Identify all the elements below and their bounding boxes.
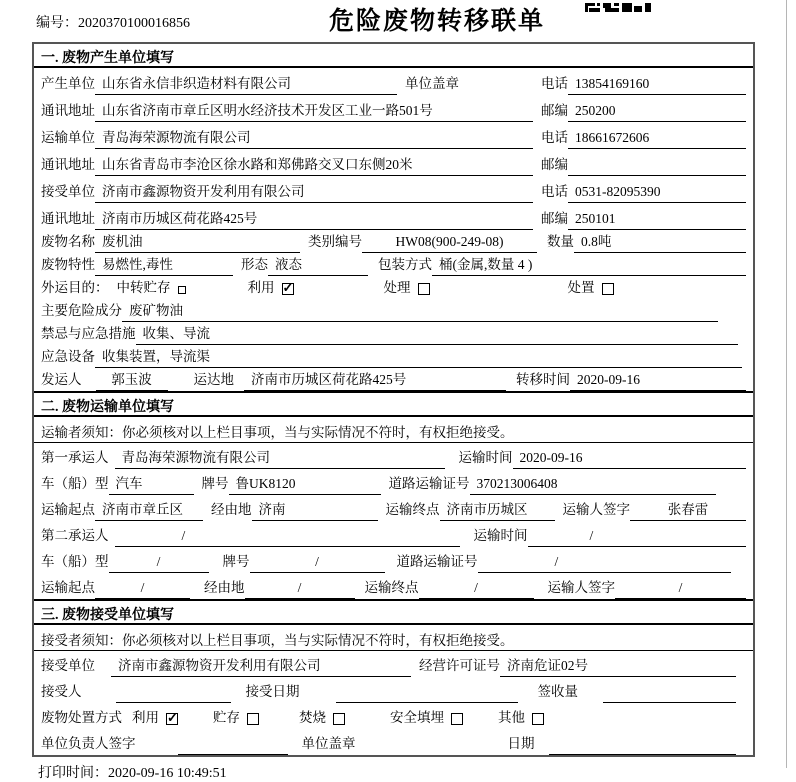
emergency-equipment-value: 收集装置，导流渠	[95, 345, 742, 368]
road-license2-value: /	[478, 554, 732, 573]
transport-time2-value: /	[528, 528, 747, 547]
carrier-sign-label: 运输人签字	[547, 580, 615, 595]
hazard-component-value: 废矿物油	[122, 299, 718, 322]
document-number-value: 2020370100016856	[78, 16, 190, 31]
unit-seal-label: 单位盖章	[405, 76, 459, 91]
date-value	[549, 752, 737, 755]
waste-character-label: 废物特性	[41, 257, 95, 272]
section-receiver-title: 三. 废物接受单位填写	[34, 601, 753, 625]
shipper-value: 郭玉波	[96, 368, 168, 391]
signed-qty-value	[603, 700, 736, 703]
transporter-zip-value	[568, 173, 746, 176]
hazard-component-label: 主要危险成分	[41, 303, 122, 318]
qr-code-fragment-icon	[585, 0, 651, 16]
form-row	[34, 149, 753, 176]
receiver-phone-value: 0531-82095390	[568, 184, 746, 203]
checkbox-other	[532, 713, 544, 725]
permit-number-value: 济南危证02号	[500, 654, 736, 677]
form-row	[34, 276, 753, 299]
route-via-label: 经由地	[204, 580, 245, 595]
date-label: 日期	[507, 736, 535, 751]
vehicle-type-value: 汽车	[109, 472, 194, 495]
zip-label: 邮编	[541, 103, 568, 118]
road-license-label: 道路运输证号	[396, 554, 478, 569]
document-number-label: 编号：	[36, 16, 78, 31]
print-time: 打印时间：2020-09-16 10:49:51	[38, 766, 227, 781]
route-origin-label: 运输起点	[41, 580, 95, 595]
checkbox-recycle	[282, 283, 294, 295]
producer-address-value: 山东省济南市章丘区明水经济技术开发区工业一路501号	[95, 99, 533, 122]
section-producer	[34, 44, 753, 391]
road-license-value: 370213006408	[470, 476, 717, 495]
purpose-label: 外运目的：	[41, 280, 109, 295]
form-row	[34, 573, 753, 599]
checkbox-transfer-storage	[178, 286, 186, 294]
route-end-label: 运输终点	[385, 502, 440, 517]
receiver-unit-label: 接受单位	[41, 184, 95, 199]
accept-unit-value: 济南市鑫源物资开发利用有限公司	[111, 654, 411, 677]
option-utilize-label: 利用	[132, 710, 159, 725]
phone-label: 电话	[541, 76, 568, 91]
form-row	[34, 253, 753, 276]
receiver-unit-value: 济南市鑫源物资开发利用有限公司	[95, 180, 533, 203]
transporter-unit-value: 青岛海荣源物流有限公司	[95, 126, 533, 149]
form-row	[34, 322, 753, 345]
form-row	[34, 299, 753, 322]
form-row	[34, 122, 753, 149]
form-row	[34, 176, 753, 203]
option-transfer-storage-label: 中转贮存	[116, 280, 171, 295]
waste-name-label: 废物名称	[41, 234, 95, 249]
transporter-address-value: 山东省青岛市李沧区徐水路和郑佛路交叉口东侧20米	[95, 153, 533, 176]
phone-label: 电话	[541, 184, 568, 199]
option-recycle-label: 利用	[247, 280, 275, 295]
unit-seal-label: 单位盖章	[301, 736, 356, 751]
vehicle-type-label: 车（船）型	[41, 476, 109, 491]
destination-label: 运达地	[193, 372, 234, 387]
checkbox-store	[247, 713, 259, 725]
acceptor-value	[116, 700, 231, 703]
section-transporter	[34, 391, 753, 599]
form-row	[34, 95, 753, 122]
checkbox-landfill	[451, 713, 463, 725]
second-carrier-label: 第二承运人	[41, 528, 109, 543]
emergency-equipment-label: 应急设备	[41, 349, 95, 364]
route-origin-label: 运输起点	[41, 502, 95, 517]
form-row	[34, 469, 753, 495]
destination-value: 济南市历城区荷花路425号	[244, 368, 506, 391]
emergency-measures-label: 禁忌与应急措施	[41, 326, 136, 341]
category-code-label: 类别编号	[308, 234, 362, 249]
form-row	[34, 68, 753, 95]
transfer-form-table	[32, 42, 755, 757]
option-store-label: 贮存	[213, 710, 240, 725]
option-other-label: 其他	[498, 710, 525, 725]
section-receiver	[34, 599, 753, 755]
accept-unit-label: 接受单位	[41, 658, 95, 673]
vehicle-type-label: 车（船）型	[41, 554, 109, 569]
waste-name-value: 废机油	[95, 230, 300, 253]
transporter-unit-label: 运输单位	[41, 130, 95, 145]
route-end2-value: /	[419, 580, 534, 599]
route-via2-value: /	[245, 580, 355, 599]
route-via-value: 济南	[252, 498, 378, 521]
transfer-time-value: 2020-09-16	[570, 372, 746, 391]
producer-unit-value: 山东省永信非织造材料有限公司	[95, 72, 397, 95]
plate-value: 鲁UK8120	[229, 472, 381, 495]
route-origin2-value: /	[95, 580, 190, 599]
option-landfill-label: 安全填埋	[390, 710, 444, 725]
receiver-address-value: 济南市历城区荷花路425号	[95, 207, 533, 230]
address-label: 通讯地址	[41, 211, 95, 226]
accept-date-label: 接受日期	[245, 684, 300, 699]
quantity-value: 0.8吨	[574, 230, 746, 253]
producer-unit-label: 产生单位	[41, 76, 95, 91]
packing-label: 包装方式	[378, 257, 432, 272]
transport-time-label: 运输时间	[473, 528, 528, 543]
transfer-time-label: 转移时间	[516, 372, 570, 387]
document-header	[0, 0, 796, 42]
emergency-measures-value: 收集、导流	[136, 322, 739, 345]
form-state-value: 液态	[268, 253, 368, 276]
form-row	[34, 230, 753, 253]
option-treat-label: 处理	[383, 280, 411, 295]
quantity-label: 数量	[547, 234, 574, 249]
section-producer-title: 一. 废物产生单位填写	[34, 44, 753, 68]
plate-label: 牌号	[222, 554, 250, 569]
carrier-sign-label: 运输人签字	[562, 502, 630, 517]
producer-zip-value: 250200	[568, 103, 746, 122]
transport-time-label: 运输时间	[458, 450, 513, 465]
permit-number-label: 经营许可证号	[419, 658, 500, 673]
checkbox-utilize	[166, 713, 178, 725]
first-carrier-value: 青岛海荣源物流有限公司	[115, 446, 445, 469]
form-row	[34, 443, 753, 469]
form-row	[34, 677, 753, 703]
route-via-label: 经由地	[211, 502, 252, 517]
plate2-value: /	[250, 554, 385, 573]
producer-phone-value: 13854169160	[568, 76, 746, 95]
road-license-label: 道路运输证号	[388, 476, 470, 491]
receiver-notice: 接受者须知：你必须核对以上栏目事项，当与实际情况不符时，有权拒绝接受。	[34, 625, 753, 651]
document-number	[36, 12, 190, 32]
vehicle-type2-value: /	[109, 554, 209, 573]
form-row	[34, 345, 753, 368]
acceptor-label: 接受人	[41, 684, 82, 699]
plate-label: 牌号	[201, 476, 229, 491]
shipper-label: 发运人	[41, 372, 82, 387]
transporter-notice: 运输者须知：你必须核对以上栏目事项，当与实际情况不符时，有权拒绝接受。	[34, 417, 753, 443]
section-transporter-title: 二. 废物运输单位填写	[34, 393, 753, 417]
form-row	[34, 547, 753, 573]
page-edge-line	[786, 0, 787, 768]
checkbox-treat	[418, 283, 430, 295]
zip-label: 邮编	[541, 157, 568, 172]
form-row	[34, 521, 753, 547]
form-row	[34, 651, 753, 677]
address-label: 通讯地址	[41, 103, 95, 118]
carrier-sign-value: 张春雷	[630, 498, 746, 521]
accept-date-value	[336, 700, 518, 703]
route-end-label: 运输终点	[364, 580, 419, 595]
form-row	[34, 703, 753, 729]
route-end-value: 济南市历城区	[440, 498, 555, 521]
form-row	[34, 729, 753, 755]
responsible-sign-value	[178, 752, 288, 755]
form-row	[34, 368, 753, 391]
category-code-value: HW08(900-249-08)	[362, 234, 537, 253]
form-row	[34, 203, 753, 230]
responsible-sign-label: 单位负责人签字	[41, 736, 136, 751]
phone-label: 电话	[541, 130, 568, 145]
zip-label: 邮编	[541, 211, 568, 226]
signed-qty-label: 签收量	[537, 684, 578, 699]
checkbox-dispose	[602, 283, 614, 295]
waste-character-value: 易燃性,毒性	[95, 253, 233, 276]
option-incinerate-label: 焚烧	[299, 710, 326, 725]
transport-time-value: 2020-09-16	[513, 450, 747, 469]
route-origin-value: 济南市章丘区	[95, 498, 203, 521]
disposal-method-label: 废物处置方式	[41, 710, 122, 725]
second-carrier-value: /	[115, 528, 460, 547]
page-title: 危险废物转移联单	[328, 8, 546, 35]
form-row	[34, 495, 753, 521]
packing-value: 桶(金属,数量 4 )	[432, 253, 746, 276]
address-label: 通讯地址	[41, 157, 95, 172]
transporter-phone-value: 18661672606	[568, 130, 746, 149]
form-state-label: 形态	[241, 257, 268, 272]
receiver-zip-value: 250101	[568, 211, 746, 230]
carrier-sign2-value: /	[615, 580, 746, 599]
first-carrier-label: 第一承运人	[41, 450, 109, 465]
checkbox-incinerate	[333, 713, 345, 725]
option-dispose-label: 处置	[567, 280, 595, 295]
